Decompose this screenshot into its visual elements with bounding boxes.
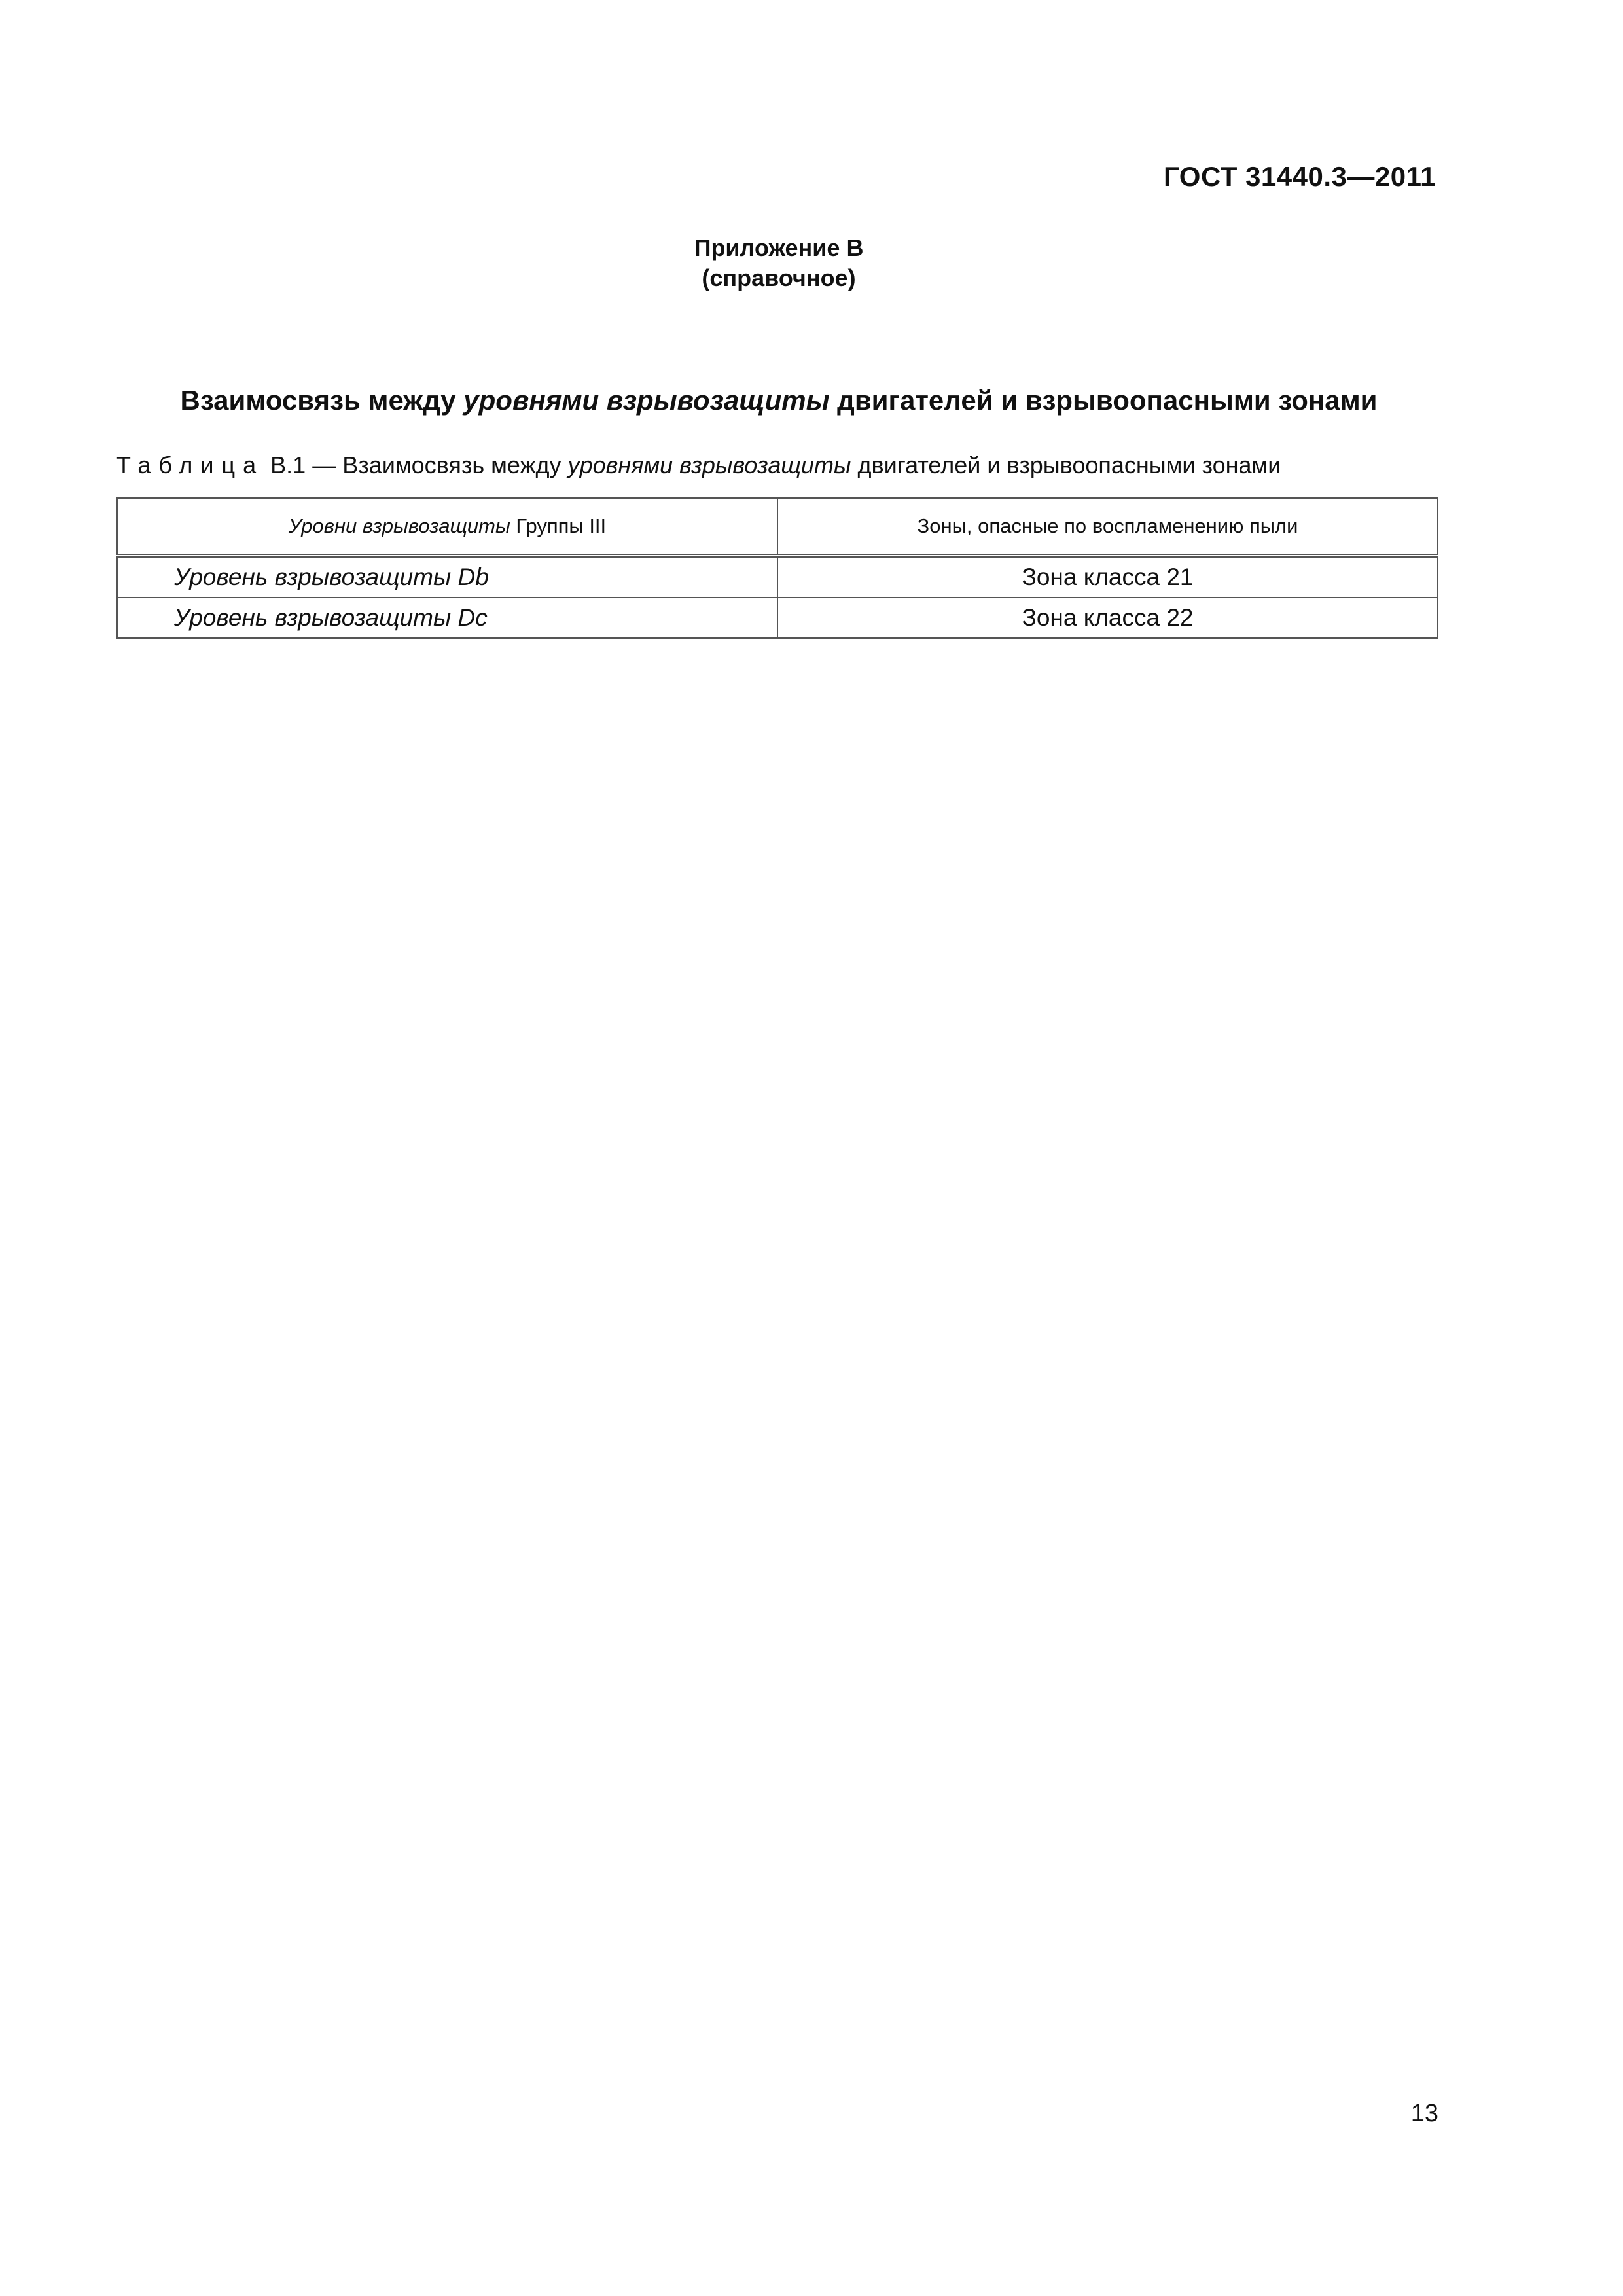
document-code: ГОСТ 31440.3—2011 xyxy=(1164,161,1436,192)
table-caption xyxy=(116,452,1281,479)
cell-zone: Зона класса 22 xyxy=(777,598,1438,638)
header-col1-rest: Группы III xyxy=(510,514,607,537)
annex-heading xyxy=(0,233,1558,293)
header-col1-italic: Уровни взрывозащиты xyxy=(288,514,510,537)
cell-protection-level: Уровень взрывозащиты Dc xyxy=(117,598,777,638)
table-caption-number: В.1 — Взаимосвязь между xyxy=(264,452,568,478)
cell-protection-level: Уровень взрывозащиты Db xyxy=(117,556,777,598)
section-title-post: двигателей и взрывоопасными зонами xyxy=(829,385,1378,416)
table-caption-post: двигателей и взрывоопасными зонами xyxy=(851,452,1281,478)
table-row xyxy=(117,598,1438,638)
table-row xyxy=(117,556,1438,598)
annex-title: Приложение В xyxy=(694,234,864,261)
cell-zone: Зона класса 21 xyxy=(777,556,1438,598)
header-dust-zones: Зоны, опасные по воспламенению пыли xyxy=(777,498,1438,556)
table-caption-label: Таблица xyxy=(116,452,264,478)
protection-zones-table xyxy=(116,497,1438,639)
table-header-row xyxy=(117,498,1438,556)
header-protection-levels xyxy=(117,498,777,556)
table-caption-italic: уровнями взрывозащиты xyxy=(567,452,851,478)
annex-status: (справочное) xyxy=(702,264,856,291)
section-title xyxy=(0,385,1558,416)
page-number: 13 xyxy=(1410,2100,1438,2127)
section-title-pre: Взаимосвязь между xyxy=(180,385,464,416)
section-title-italic: уровнями взрывозащиты xyxy=(463,385,830,416)
